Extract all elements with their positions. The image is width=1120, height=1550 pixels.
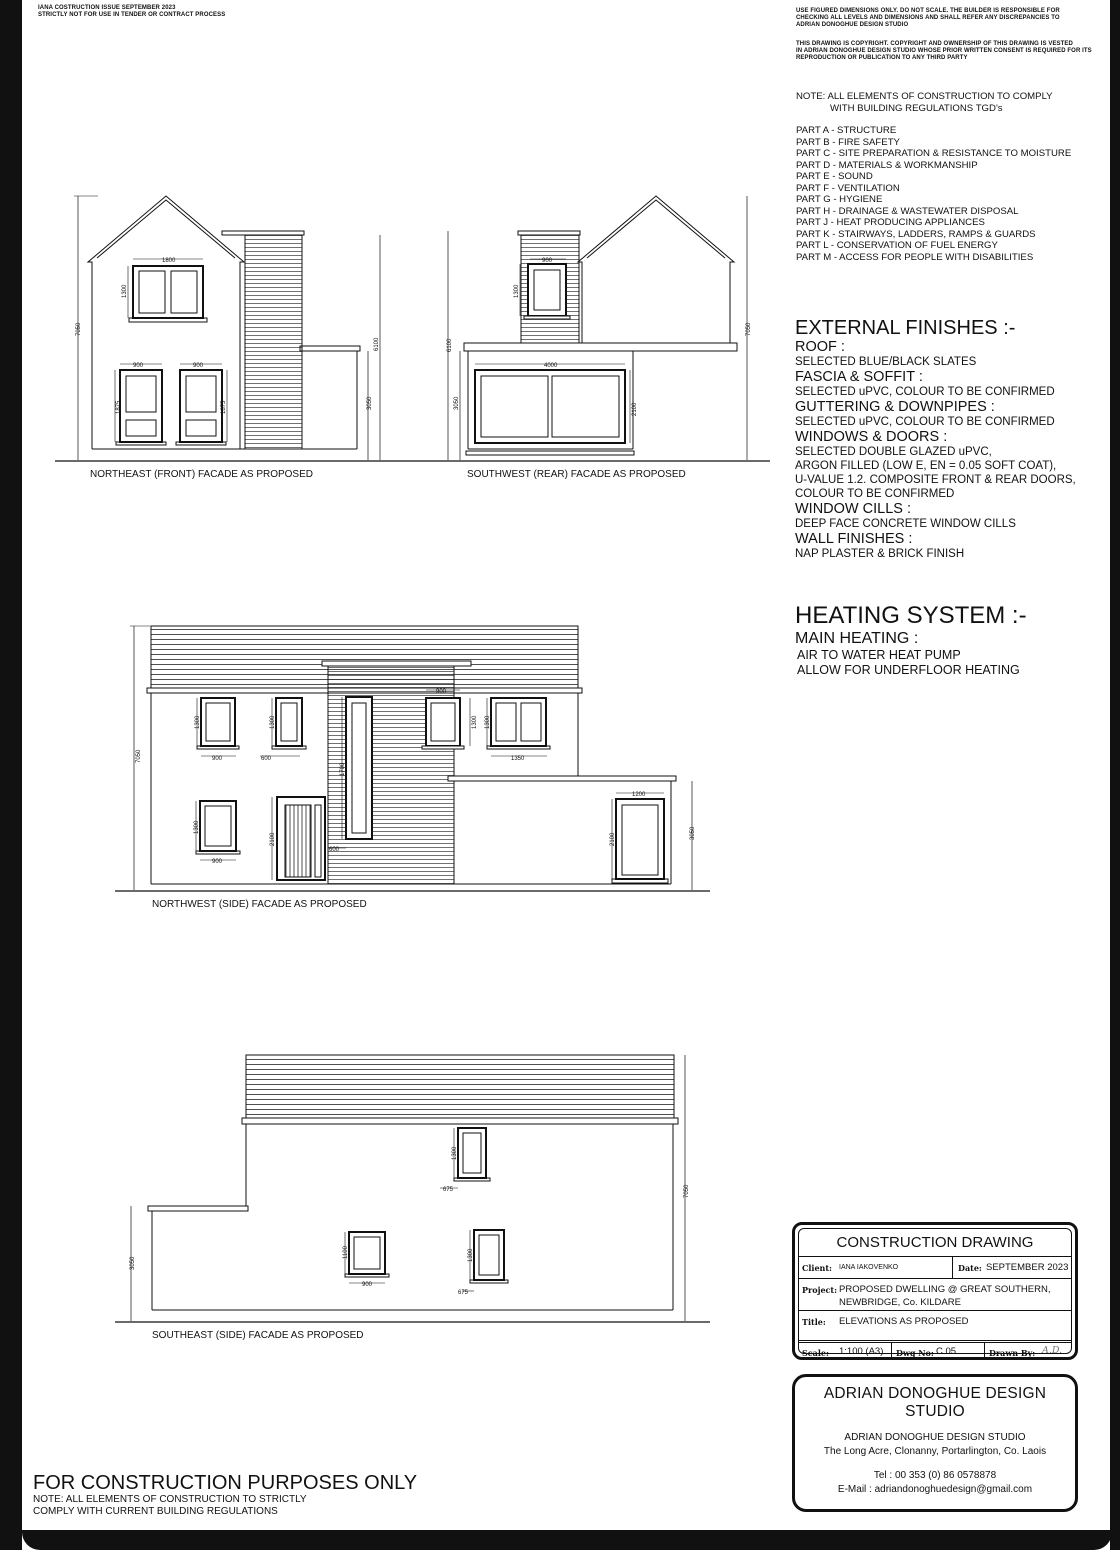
regulation-part: PART M - ACCESS FOR PEOPLE WITH DISABILITIES [796,251,1034,263]
regulation-part: PART E - SOUND [796,171,873,182]
fascia-heading: FASCIA & SOFFIT : [795,369,923,385]
regulation-part: PART D - MATERIALS & WORKMANSHIP [796,159,978,171]
dim-label: 1300 [485,715,491,729]
client-value: IANA IAKOVENKO [839,1264,899,1271]
studio-block [792,1374,1078,1512]
footer-note-line: COMPLY WITH CURRENT BUILDING REGULATIONS [33,1505,278,1517]
roof-heading: ROOF : [795,339,845,355]
northwest-elevation-label: NORTHWEST (SIDE) FACADE AS PROPOSED [152,899,367,910]
dim-label: 3050 [454,396,460,410]
title-block [792,1222,1078,1360]
dim-label: 600 [329,847,340,853]
construction-purposes: FOR CONSTRUCTION PURPOSES ONLY [33,1472,418,1494]
title-block-heading: CONSTRUCTION DRAWING [799,1229,1071,1257]
regulation-part: PART B - FIRE SAFETY [796,136,900,148]
heating-title: HEATING SYSTEM :- [795,602,1027,629]
guttering-spec: SELECTED uPVC, COLOUR TO BE CONFIRMED [795,416,1055,428]
dim-label: 900 [212,859,223,865]
regulations-note-line: NOTE: ALL ELEMENTS OF CONSTRUCTION TO COMPLY [796,91,1053,102]
project-line: PROPOSED DWELLING @ GREAT SOUTHERN, [839,1284,1051,1295]
front-elevation-label: NORTHEAST (FRONT) FACADE AS PROPOSED [90,469,313,480]
fascia-spec: SELECTED uPVC, COLOUR TO BE CONFIRMED [795,386,1055,398]
client-row [799,1256,1071,1279]
dim-label: 675 [443,1187,454,1193]
studio-phone: Tel : 00 353 (0) 86 0578878 [873,1470,997,1481]
dim-label: 3050 [367,396,373,410]
southeast-elevation [115,1055,710,1341]
dim-label: 900 [193,363,204,369]
windows-spec: SELECTED DOUBLE GLAZED uPVC, [795,446,992,458]
windows-spec: ARGON FILLED (LOW E, EN = 0.05 SOFT COAT), [795,460,1057,472]
disclaimer-line: CHECKING ALL LEVELS AND DIMENSIONS AND SHALL REFER ANY DISCREPANCIES TO [796,15,1060,21]
issue-line: STRICTLY NOT FOR USE IN TENDER OR CONTRACT PROCESS [38,12,226,18]
front-elevation [55,196,440,480]
copyright-line: REPRODUCTION OR PUBLICATION TO ANY THIRD PARTY [796,55,968,61]
title-value: ELEVATIONS AS PROPOSED [839,1316,969,1327]
dim-label: 1875 [116,400,122,414]
issue-line: IANA COSTRUCTION ISSUE SEPTEMBER 2023 [38,5,176,11]
guttering-heading: GUTTERING & DOWNPIPES : [795,399,995,415]
heating-spec: AIR TO WATER HEAT PUMP [797,648,961,662]
studio-address [795,1431,1075,1459]
northwest-elevation [115,626,710,910]
title-row [799,1310,1071,1341]
windows-spec: U-VALUE 1.2. COMPOSITE FRONT & REAR DOORS, [795,474,1076,486]
studio-contact [795,1469,1075,1497]
regulation-part: PART K - STAIRWAYS, LADDERS, RAMPS & GUARDS [796,228,1036,240]
dim-label: 6100 [447,338,453,352]
copyright-line: THIS DRAWING IS COPYRIGHT. COPYRIGHT AND OWNERSHIP OF THIS DRAWING IS VESTED [796,41,1073,47]
project-line: NEWBRIDGE, Co. KILDARE [839,1297,961,1308]
dim-label: 1300 [122,284,128,298]
footer-note [33,1472,417,1517]
roof-spec: SELECTED BLUE/BLACK SLATES [795,356,977,368]
date-label: Date: [958,1263,982,1273]
main-heating-heading: MAIN HEATING : [795,630,919,647]
dim-label: 600 [261,756,272,762]
windows-spec: COLOUR TO BE CONFIRMED [795,488,955,500]
copyright-line: IN ADRIAN DONOGHUE DESIGN STUDIO WHOSE PRIOR WRITTEN CONSENT IS REQUIRED FOR ITS [796,48,1092,54]
dim-label: 7050 [76,322,82,336]
regulation-part: PART C - SITE PREPARATION & RESISTANCE TO MOISTURE [796,148,1072,159]
dim-label: 1300 [194,820,200,834]
regulation-part: PART L - CONSERVATION OF FUEL ENERGY [796,240,998,251]
dim-label: 1300 [472,715,478,729]
dim-label: 3050 [130,1256,136,1270]
dim-label: 1200 [632,792,646,798]
disclaimer-line: ADRIAN DONOGHUE DESIGN STUDIO [796,22,909,28]
dim-label: 900 [133,363,144,369]
dim-label: 900 [362,1282,373,1288]
scale-value: 1:100 (A3) [839,1346,884,1357]
regulation-part: PART G - HYGIENE [796,194,883,205]
finishes-title: EXTERNAL FINISHES :- [795,317,1016,339]
studio-address-line: ADRIAN DONOGHUE DESIGN STUDIO [844,1432,1026,1443]
southeast-elevation-label: SOUTHEAST (SIDE) FACADE AS PROPOSED [152,1330,364,1341]
cills-heading: WINDOW CILLS : [795,501,912,517]
dim-label: 6100 [374,337,380,351]
walls-spec: NAP PLASTER & BRICK FINISH [795,548,965,560]
dim-label: 4000 [544,363,558,369]
regulation-part: PART J - HEAT PRODUCING APPLIANCES [796,217,985,228]
cills-spec: DEEP FACE CONCRETE WINDOW CILLS [795,518,1016,530]
studio-name: ADRIAN DONOGHUE DESIGN STUDIO [823,1385,1047,1420]
dim-label: 1300 [452,1146,458,1160]
dim-label: 1300 [514,284,520,298]
rear-elevation-label: SOUTHWEST (REAR) FACADE AS PROPOSED [467,469,686,480]
walls-heading: WALL FINISHES : [795,531,913,547]
heating-spec: ALLOW FOR UNDERFLOOR HEATING [797,663,1020,677]
dim-label: 2100 [270,832,276,846]
scale-row [799,1342,1071,1360]
studio-address-line: The Long Acre, Clonanny, Portarlington, Co. Laois [823,1446,1047,1457]
title-label: Title: [802,1317,826,1327]
regulation-part: PART H - DRAINAGE & WASTEWATER DISPOSAL [796,205,1019,217]
dim-label: 1300 [468,1248,474,1262]
dim-label: 7050 [684,1184,690,1198]
dim-label: 1800 [162,258,176,264]
dim-label: 7050 [136,749,142,763]
dim-label: 1700 [340,762,346,776]
dim-label: 900 [212,756,223,762]
footer-note-line: NOTE: ALL ELEMENTS OF CONSTRUCTION TO STRICTLY [33,1494,307,1505]
windows-heading: WINDOWS & DOORS : [795,429,948,445]
dim-label: 900 [542,258,553,264]
dim-label: 1300 [195,715,201,729]
dim-label: 900 [436,689,447,695]
dwg-value: C 05 [936,1346,957,1357]
dim-label: 1300 [270,715,276,729]
regulation-part: PART F - VENTILATION [796,182,900,194]
client-label: Client: [802,1263,832,1273]
project-row [799,1278,1071,1311]
dim-label: 2100 [610,832,616,846]
regulations-note-line: WITH BUILDING REGULATIONS TGD's [830,102,1003,114]
rear-elevation [440,196,770,480]
dwg-label: Dwg No: [896,1348,934,1358]
dim-label: 1350 [511,756,525,762]
studio-email: E-Mail : adriandonoghuedesign@gmail.com [837,1484,1033,1495]
disclaimer-line: USE FIGURED DIMENSIONS ONLY. DO NOT SCALE. THE BUILDER IS RESPONSIBLE FOR [796,8,1060,14]
drawn-label: Drawn By: [989,1348,1036,1358]
dim-label: 675 [458,1290,469,1296]
dim-label: 1875 [221,400,227,414]
dim-label: 2100 [632,402,638,416]
date-value: SEPTEMBER 2023 [986,1262,1069,1273]
scale-label: Scale: [802,1348,829,1358]
dim-label: 7050 [746,322,752,336]
project-label: Project: [802,1285,838,1295]
dim-label: 3050 [690,826,696,840]
dim-label: 1100 [343,1246,349,1259]
regulation-part: PART A - STRUCTURE [796,125,897,136]
drawn-value: A.D. [1042,1345,1063,1356]
